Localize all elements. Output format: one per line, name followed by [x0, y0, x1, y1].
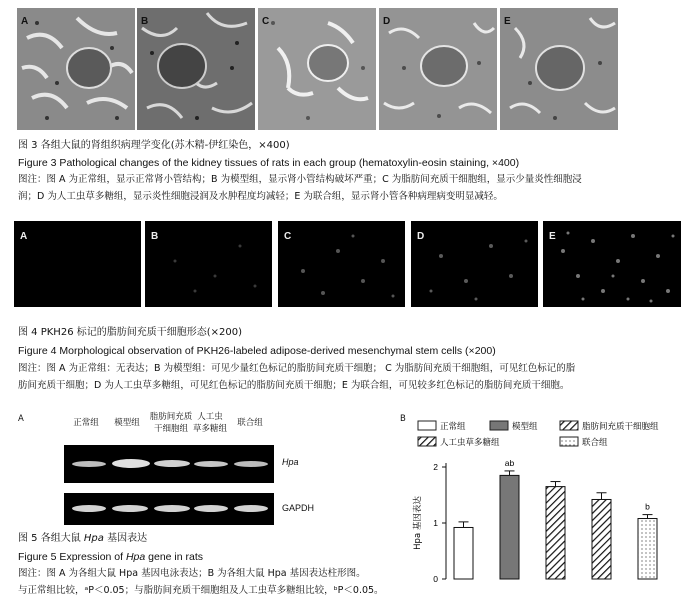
fig3-note-line1: 图注：图 A 为正常组，显示正常肾小管结构；B 为模型组，显示肾小管结构破坏严重；C 为脂肪间充质干细胞组，显示少量炎性细胞浸	[18, 174, 582, 185]
lane-label-5	[226, 417, 274, 429]
caption-part: 图 5 各组大鼠	[18, 533, 84, 544]
fig5-caption-cn	[18, 531, 147, 547]
fluorescence-image	[411, 221, 538, 307]
histology-image	[379, 8, 497, 130]
gel-hpa	[64, 445, 274, 483]
bar	[638, 519, 657, 579]
hpa-bar-chart	[400, 415, 685, 587]
gel-band	[194, 505, 228, 512]
legend-swatch	[560, 421, 578, 430]
fig3-caption-en: Figure 3 Pathological changes of the kidney tissues of rats in each group (hematoxylin-eosin staining, ×400)	[18, 157, 520, 169]
bar	[454, 527, 473, 579]
chart-ylabel: Hpa 基因表达	[413, 496, 423, 550]
panel-label: C	[284, 231, 292, 242]
fig5-note-line1: 图注：图 A 为各组大鼠 Hpa 基因电泳表达；B 为各组大鼠 Hpa 基因表达柱形图。	[18, 568, 366, 579]
y-tick-label: 1	[433, 518, 438, 528]
gel-band	[234, 505, 268, 512]
fluorescence-image	[278, 221, 405, 307]
gel-band	[72, 505, 106, 512]
legend-swatch	[560, 437, 578, 446]
legend-swatch	[418, 437, 436, 446]
fig3-note-line2: 润；D 为人工虫草多糖组，显示炎性细胞浸润及水肿程度均减轻；E 为联合组，显示肾小管各种病理病变明显减轻。	[18, 191, 503, 202]
fig3-caption-cn: 图 3 各组大鼠的肾组织病理学变化(苏木精-伊红染色，×400)	[18, 140, 290, 151]
gel-band	[112, 459, 150, 468]
fig4-caption-cn: 图 4 PKH26 标记的脂肪间充质干细胞形态(×200)	[18, 327, 242, 338]
legend-label: 脂肪间充质干细胞组	[582, 422, 659, 432]
gel-gapdh	[64, 493, 274, 525]
histology-image	[17, 8, 135, 130]
panel-label: D	[417, 231, 425, 242]
histology-image	[137, 8, 255, 130]
gel-band	[194, 461, 228, 467]
legend-swatch	[418, 421, 436, 430]
panel-label: D	[383, 16, 391, 27]
fig4-note-line2: 肪间充质干细胞；D 为人工虫草多糖组，可见红色标记的脂肪间充质干细胞；E 为联合组，可见较多红色标记的脂肪间充质干细胞。	[18, 380, 570, 391]
chart-legend	[418, 421, 659, 448]
panel-label: E	[549, 231, 556, 242]
fig3-panel-a	[17, 8, 135, 130]
panel-b-label: B	[400, 414, 406, 424]
fluorescence-image	[145, 221, 272, 307]
fig4-panel-e	[543, 221, 681, 307]
fig3-panel-d	[379, 8, 497, 130]
caption-gene: Hpa	[83, 533, 104, 544]
gel-band	[72, 461, 106, 467]
fig4-panel-d	[411, 221, 538, 307]
bar	[546, 487, 565, 579]
y-tick-label: 0	[433, 574, 438, 584]
lane-label-line2: 联合组	[237, 418, 263, 428]
panel-label: E	[504, 16, 511, 27]
caption-part: 基因表达	[103, 533, 148, 544]
lane-label-line1: 人工虫	[197, 412, 223, 422]
lane-label-line2: 正常组	[73, 418, 99, 428]
fig4-panel-a	[14, 221, 141, 307]
legend-label: 联合组	[582, 438, 608, 448]
gel-band	[154, 460, 190, 467]
fig4-note-line1: 图注：图 A 为正常组：无表达；B 为模型组：可见少量红色标记的脂肪间充质干细胞； C 为脂肪间充质干细胞组，可见红色标记的脂	[18, 363, 576, 374]
legend-label: 模型组	[512, 422, 538, 432]
control-label: GAPDH	[282, 503, 315, 513]
histology-image	[500, 8, 618, 130]
fig4-panel-b	[145, 221, 272, 307]
gene-label: Hpa	[282, 457, 299, 467]
lane-label-line1: 脂肪间充质	[149, 412, 193, 422]
fig4-caption-en: Figure 4 Morphological observation of PKH26-labeled adipose-derived mesenchymal stem cells (×200)	[18, 345, 496, 357]
fig5-caption-en	[18, 549, 203, 565]
bar	[500, 475, 519, 579]
fig3-panel-c	[258, 8, 376, 130]
histology-image	[258, 8, 376, 130]
legend-label: 人工虫草多糖组	[440, 438, 500, 448]
chart-axes	[433, 462, 446, 584]
fig4-panel-c	[278, 221, 405, 307]
caption-gene: Hpa	[125, 551, 146, 563]
gel-band	[234, 461, 268, 467]
legend-label: 正常组	[440, 422, 466, 432]
caption-part: gene in rats	[145, 551, 204, 563]
bar	[592, 499, 611, 579]
panel-label: A	[20, 231, 28, 242]
fig3-panel-e	[500, 8, 618, 130]
lane-label-line2: 干细胞组	[153, 424, 188, 434]
panel-label: A	[21, 16, 29, 27]
fig5-note-line2: 与正常组比较，ᵃP＜0.05；与脂肪间充质干细胞组及人工虫草多糖组比较，ᵇP＜0.05。	[18, 585, 384, 596]
y-tick-label: 2	[433, 462, 438, 472]
significance-label: b	[645, 501, 650, 512]
significance-label: ab	[504, 457, 515, 468]
fluorescence-image	[543, 221, 681, 307]
lane-label-line2: 模型组	[114, 418, 140, 428]
panel-a-label: A	[18, 414, 24, 424]
panel-label: B	[141, 16, 149, 27]
gel-band	[154, 505, 190, 512]
panel-label: B	[151, 231, 159, 242]
lane-label-line2: 草多糖组	[192, 424, 227, 434]
chart-bars	[454, 458, 657, 579]
fig3-panel-b	[137, 8, 255, 130]
gel-band	[112, 505, 148, 512]
panel-label: C	[262, 16, 270, 27]
legend-swatch	[490, 421, 508, 430]
caption-part: Figure 5 Expression of	[18, 551, 126, 563]
